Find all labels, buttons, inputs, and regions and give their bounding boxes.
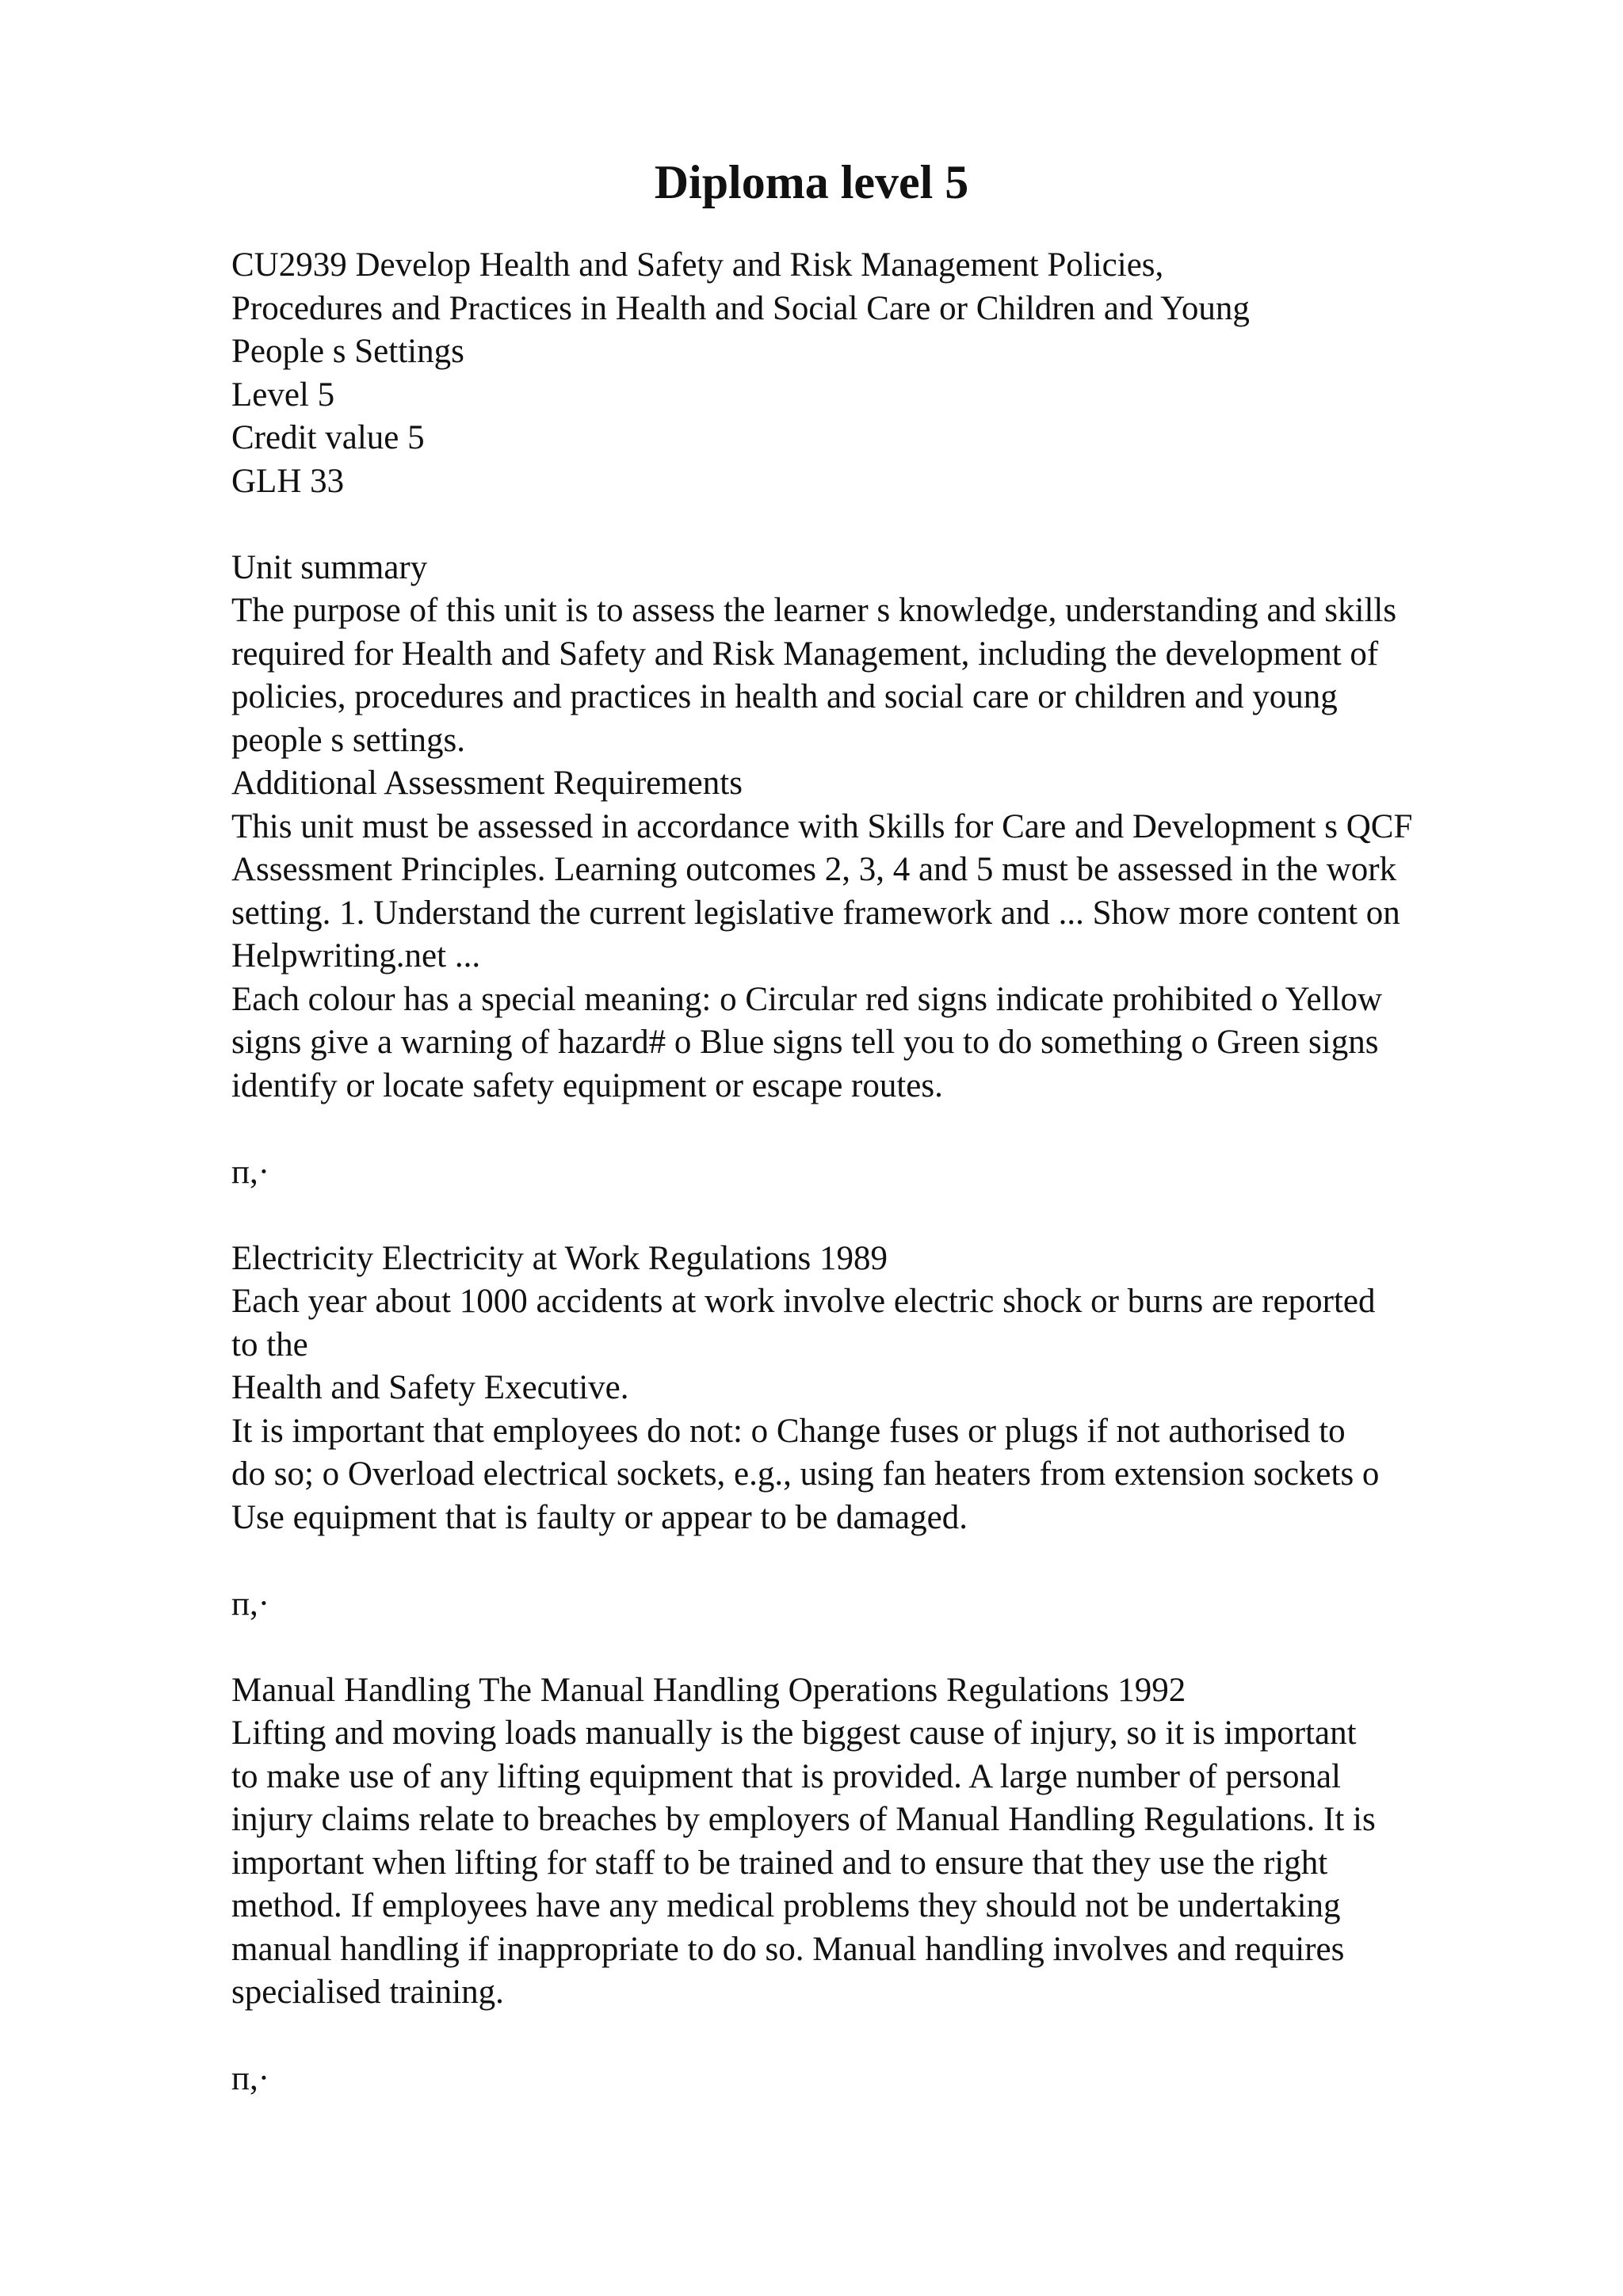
paragraph-line: people s settings. [231, 721, 465, 759]
unit-level: Level 5 [231, 376, 335, 414]
paragraph-line: Each colour has a special meaning: o Circular red signs indicate prohibited o Yellow [231, 980, 1383, 1018]
unit-credit-value: Credit value 5 [231, 419, 425, 456]
paragraph-line: method. If employees have any medical problems they should not be undertaking [231, 1887, 1341, 1924]
paragraph-line: Use equipment that is faulty or appear to be damaged. [231, 1498, 968, 1536]
paragraph-line: manual handling if inappropriate to do so. Manual handling involves and requires [231, 1930, 1345, 1968]
paragraph-line: This unit must be assessed in accordance with Skills for Care and Development s QCF [231, 807, 1413, 845]
blank-line [231, 1626, 1515, 1669]
blank-line [231, 1108, 1515, 1151]
paragraph-line: Assessment Principles. Learning outcomes 2, 3, 4 and 5 must be assessed in the work [231, 851, 1397, 888]
unit-title-line: People s Settings [231, 333, 464, 370]
paragraph-line: specialised training. [231, 1974, 504, 2011]
paragraph-line: Health and Safety Executive. [231, 1369, 629, 1406]
paragraph-line: to make use of any lifting equipment that is provided. A large number of personal [231, 1757, 1341, 1795]
unit-glh: GLH 33 [231, 462, 345, 500]
paragraph-line: to the [231, 1325, 308, 1363]
document-body [231, 244, 1515, 2101]
blank-line [231, 1194, 1515, 1238]
paragraph-line: injury claims relate to breaches by employers of Manual Handling Regulations. It is [231, 1801, 1376, 1838]
section-separator: п,· [231, 1585, 270, 1623]
paragraph-line: signs give a warning of hazard# o Blue signs tell you to do something o Green signs [231, 1024, 1379, 1061]
paragraph-line: The purpose of this unit is to assess the learner s knowledge, understanding and skills [231, 592, 1397, 629]
paragraph-line: do so; o Overload electrical sockets, e.g., using fan heaters from extension sockets o [231, 1455, 1380, 1493]
manual-handling-heading: Manual Handling The Manual Handling Operations Regulations 1992 [231, 1671, 1186, 1709]
section-separator: п,· [231, 1153, 270, 1191]
assessment-heading: Additional Assessment Requirements [231, 765, 743, 802]
paragraph-line: Each year about 1000 accidents at work involve electric shock or burns are reported [231, 1283, 1376, 1320]
unit-title-line: Procedures and Practices in Health and Social Care or Children and Young [231, 289, 1250, 327]
paragraph-line: Lifting and moving loads manually is the biggest cause of injury, so it is important [231, 1714, 1357, 1752]
electricity-heading: Electricity Electricity at Work Regulations 1989 [231, 1239, 888, 1277]
paragraph-line: setting. 1. Understand the current legislative framework and ... Show more content on [231, 894, 1400, 932]
blank-line [231, 2015, 1515, 2058]
summary-heading: Unit summary [231, 548, 428, 586]
section-separator: п,· [231, 2060, 270, 2097]
paragraph-line: Helpwriting.net ... [231, 937, 481, 974]
blank-line [231, 1539, 1515, 1583]
page-title: Diploma level 5 [654, 156, 969, 208]
paragraph-line: important when lifting for staff to be trained and to ensure that they use the right [231, 1844, 1328, 1882]
unit-title-line: CU2939 Develop Health and Safety and Risk Management Policies, [231, 246, 1164, 284]
paragraph-line: identify or locate safety equipment or escape routes. [231, 1066, 943, 1104]
paragraph-line: required for Health and Safety and Risk Management, including the development of [231, 635, 1379, 673]
paragraph-line: It is important that employees do not: o Change fuses or plugs if not authorised to [231, 1412, 1346, 1450]
paragraph-line: policies, procedures and practices in health and social care or children and young [231, 678, 1338, 715]
blank-line [231, 503, 1515, 547]
